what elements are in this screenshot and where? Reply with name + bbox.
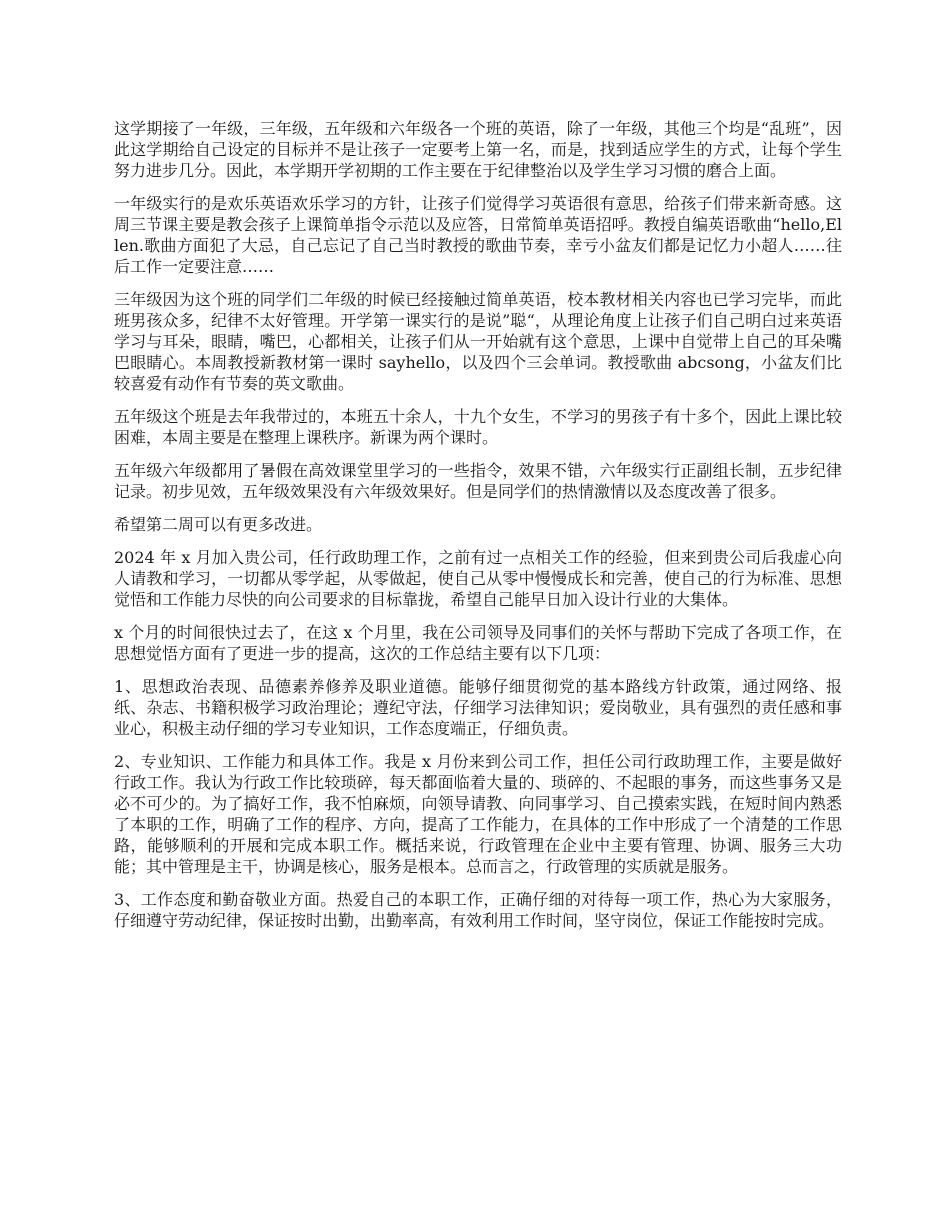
paragraph-grade-five: 五年级这个班是去年我带过的，本班五十余人，十九个女生，不学习的男孩子有十多个，因此上课比较困难，本周主要是在整理上课秩序。新课为两个课时。 [114, 407, 842, 447]
document-body [114, 118, 842, 943]
paragraph-grade-three: 三年级因为这个班的同学们二年级的时候已经接触过简单英语，校本教材相关内容也已学习完毕，而此班男孩众多，纪律不太好管理。开学第一课实行的是说”聪“，从理论角度上让孩子们自己明白过来英语学习与耳朵，眼睛，嘴巴，心都相关，让孩子们从一开始就有这个意思，上课中自觉带上自己的耳朵嘴巴眼睛心。本周教授新教材第一课时 sayhello，以及四个三会单词。教授歌曲 abcsong，小盆友们比较喜爱有动作有节奏的英文歌曲。 [114, 290, 842, 393]
paragraph-item-2: 2、专业知识、工作能力和具体工作。我是 x 月份来到公司工作，担任公司行政助理工作，主要是做好行政工作。我认为行政工作比较琐碎，每天都面临着大量的、琐碎的、不起眼的事务，而这些事务又是必不可少的。为了搞好工作，我不怕麻烦，向领导请教、向同事学习、自己摸索实践，在短时间内熟悉了本职的工作，明确了工作的程序、方向，提高了工作能力，在具体的工作中形成了一个清楚的工作思路，能够顺利的开展和完成本职工作。概括来说，行政管理在企业中主要有管理、协调、服务三大功能；其中管理是主干，协调是核心，服务是根本。总而言之，行政管理的实质就是服务。 [114, 752, 842, 876]
paragraph-item-3: 3、工作态度和勤奋敬业方面。热爱自己的本职工作，正确仔细的对待每一项工作，热心为大家服务，仔细遵守劳动纪律，保证按时出勤，出勤率高，有效利用工作时间，坚守岗位，保证工作能按时完成。 [114, 890, 842, 930]
paragraph-grade-one: 一年级实行的是欢乐英语欢乐学习的方针，让孩子们觉得学习英语很有意思，给孩子们带来新奇感。这周三节课主要是教会孩子上课简单指令示范以及应答，日常简单英语招呼。教授自编英语歌曲“hello,Ellen.歌曲方面犯了大忌，自己忘记了自己当时教授的歌曲节奏，幸亏小盆友们都是记忆力小超人……往后工作一定要注意…… [114, 194, 842, 276]
paragraph-next-week: 希望第二周可以有更多改进。 [114, 515, 323, 534]
paragraph-joining-company: 2024 年 x 月加入贵公司，任行政助理工作，之前有过一点相关工作的经验，但来到贵公司后我虚心向人请教和学习，一切都从零学起，从零做起，使自己从零中慢慢成长和完善，使自己的行为标准、思想觉悟和工作能力尽快的向公司要求的目标靠拢，希望自己能早日加入设计行业的大集体。 [114, 548, 842, 609]
paragraph-item-1: 1、思想政治表现、品德素养修养及职业道德。能够仔细贯彻党的基本路线方针政策，通过网络、报纸、杂志、书籍积极学习政治理论；遵纪守法，仔细学习法律知识；爱岗敬业，具有强烈的责任感和事业心，积极主动仔细的学习专业知识，工作态度端正，仔细负责。 [114, 677, 842, 738]
paragraph-summary-intro: x 个月的时间很快过去了，在这 x 个月里，我在公司领导及同事们的关怀与帮助下完成了各项工作，在思想觉悟方面有了更进一步的提高，这次的工作总结主要有以下几项： [114, 623, 842, 663]
paragraph-grade-five-six: 五年级六年级都用了暑假在高效课堂里学习的一些指令，效果不错，六年级实行正副组长制，五步纪律记录。初步见效，五年级效果没有六年级效果好。但是同学们的热情激情以及态度改善了很多。 [114, 461, 842, 501]
paragraph-grade-overview: 这学期接了一年级，三年级，五年级和六年级各一个班的英语，除了一年级，其他三个均是“乱班”，因此这学期给自己设定的目标并不是让孩子一定要考上第一名，而是，找到适应学生的方式，让每个学生努力进步几分。因此，本学期开学初期的工作主要在于纪律整治以及学生学习习惯的磨合上面。 [114, 119, 842, 180]
